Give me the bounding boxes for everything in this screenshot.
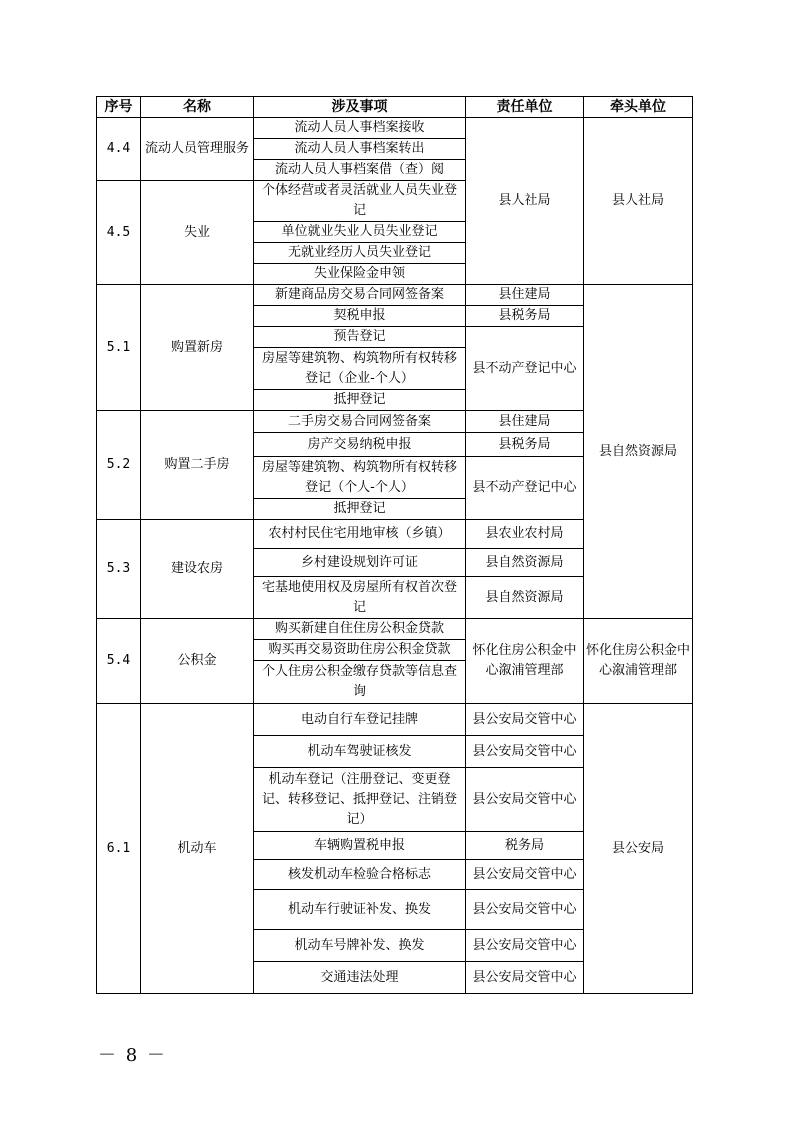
- responsible-cell: 县税务局: [466, 433, 584, 457]
- item-cell: 个人住房公积金缴存贷款等信息查询: [254, 661, 466, 704]
- item-cell: 机动车登记（注册登记、变更登记、转移登记、抵押登记、注销登记）: [254, 768, 466, 832]
- item-cell: 房产交易纳税申报: [254, 433, 466, 457]
- row-name: 建设农房: [141, 520, 254, 619]
- lead-cell: 县自然资源局: [584, 285, 693, 619]
- row-name: 失业: [141, 181, 254, 285]
- item-cell: 预告登记: [254, 327, 466, 348]
- item-cell: 抵押登记: [254, 390, 466, 411]
- item-cell: 房屋等建筑物、构筑物所有权转移登记（个人-个人）: [254, 457, 466, 499]
- item-cell: 电动自行车登记挂牌: [254, 704, 466, 736]
- item-cell: 无就业经历人员失业登记: [254, 243, 466, 264]
- responsible-cell: 县公安局交管中心: [466, 736, 584, 768]
- item-cell: 二手房交易合同网签备案: [254, 411, 466, 433]
- lead-cell: 县人社局: [584, 118, 693, 285]
- lead-cell: 县公安局: [584, 704, 693, 994]
- responsible-cell: 县公安局交管中心: [466, 768, 584, 832]
- header-cell: 序号: [97, 97, 141, 118]
- row-number: 6.1: [97, 704, 141, 994]
- row-name: 公积金: [141, 619, 254, 704]
- item-cell: 购买新建自住住房公积金贷款: [254, 619, 466, 640]
- table-row: [97, 619, 693, 640]
- responsible-cell: 县公安局交管中心: [466, 930, 584, 962]
- service-table: [96, 96, 693, 994]
- responsible-cell: 怀化住房公积金中心溆浦管理部: [466, 619, 584, 704]
- row-name: 机动车: [141, 704, 254, 994]
- row-number: 5.1: [97, 285, 141, 411]
- responsible-cell: 县税务局: [466, 306, 584, 327]
- responsible-cell: 县公安局交管中心: [466, 962, 584, 994]
- responsible-cell: 县农业农村局: [466, 520, 584, 549]
- responsible-cell: 县自然资源局: [466, 577, 584, 619]
- item-cell: 房屋等建筑物、构筑物所有权转移登记（企业-个人）: [254, 348, 466, 390]
- row-number: 5.4: [97, 619, 141, 704]
- header-cell: 涉及事项: [254, 97, 466, 118]
- header-cell: 牵头单位: [584, 97, 693, 118]
- item-cell: 流动人员人事档案转出: [254, 139, 466, 160]
- item-cell: 单位就业失业人员失业登记: [254, 222, 466, 243]
- table-row: [97, 704, 693, 736]
- item-cell: 机动车号牌补发、换发: [254, 930, 466, 962]
- responsible-cell: 县不动产登记中心: [466, 327, 584, 411]
- row-name: 购置新房: [141, 285, 254, 411]
- row-number: 4.4: [97, 118, 141, 181]
- item-cell: 抵押登记: [254, 499, 466, 520]
- responsible-cell: 县不动产登记中心: [466, 457, 584, 520]
- item-cell: 失业保险金申领: [254, 264, 466, 285]
- lead-cell: 怀化住房公积金中心溆浦管理部: [584, 619, 693, 704]
- responsible-cell: 县公安局交管中心: [466, 704, 584, 736]
- item-cell: 流动人员人事档案接收: [254, 118, 466, 139]
- responsible-cell: 县住建局: [466, 285, 584, 306]
- item-cell: 个体经营或者灵活就业人员失业登记: [254, 181, 466, 222]
- item-cell: 宅基地使用权及房屋所有权首次登记: [254, 577, 466, 619]
- row-number: 4.5: [97, 181, 141, 285]
- item-cell: 交通违法处理: [254, 962, 466, 994]
- row-number: 5.2: [97, 411, 141, 520]
- item-cell: 流动人员人事档案借（查）阅: [254, 160, 466, 181]
- item-cell: 新建商品房交易合同网签备案: [254, 285, 466, 306]
- item-cell: 农村村民住宅用地审核（乡镇）: [254, 520, 466, 549]
- responsible-cell: 税务局: [466, 832, 584, 860]
- responsible-cell: 县人社局: [466, 118, 584, 285]
- item-cell: 核发机动车检验合格标志: [254, 860, 466, 890]
- item-cell: 乡村建设规划许可证: [254, 549, 466, 577]
- row-name: 流动人员管理服务: [141, 118, 254, 181]
- header-cell: 责任单位: [466, 97, 584, 118]
- responsible-cell: 县公安局交管中心: [466, 890, 584, 930]
- table-row: [97, 285, 693, 306]
- item-cell: 购买再交易资助住房公积金贷款: [254, 640, 466, 661]
- responsible-cell: 县公安局交管中心: [466, 860, 584, 890]
- page-number: － 8 －: [98, 1045, 167, 1066]
- row-number: 5.3: [97, 520, 141, 619]
- header-cell: 名称: [141, 97, 254, 118]
- item-cell: 契税申报: [254, 306, 466, 327]
- row-name: 购置二手房: [141, 411, 254, 520]
- item-cell: 机动车行驶证补发、换发: [254, 890, 466, 930]
- responsible-cell: 县住建局: [466, 411, 584, 433]
- item-cell: 车辆购置税申报: [254, 832, 466, 860]
- table-header-row: [97, 97, 693, 118]
- table-row: [97, 118, 693, 139]
- responsible-cell: 县自然资源局: [466, 549, 584, 577]
- item-cell: 机动车驾驶证核发: [254, 736, 466, 768]
